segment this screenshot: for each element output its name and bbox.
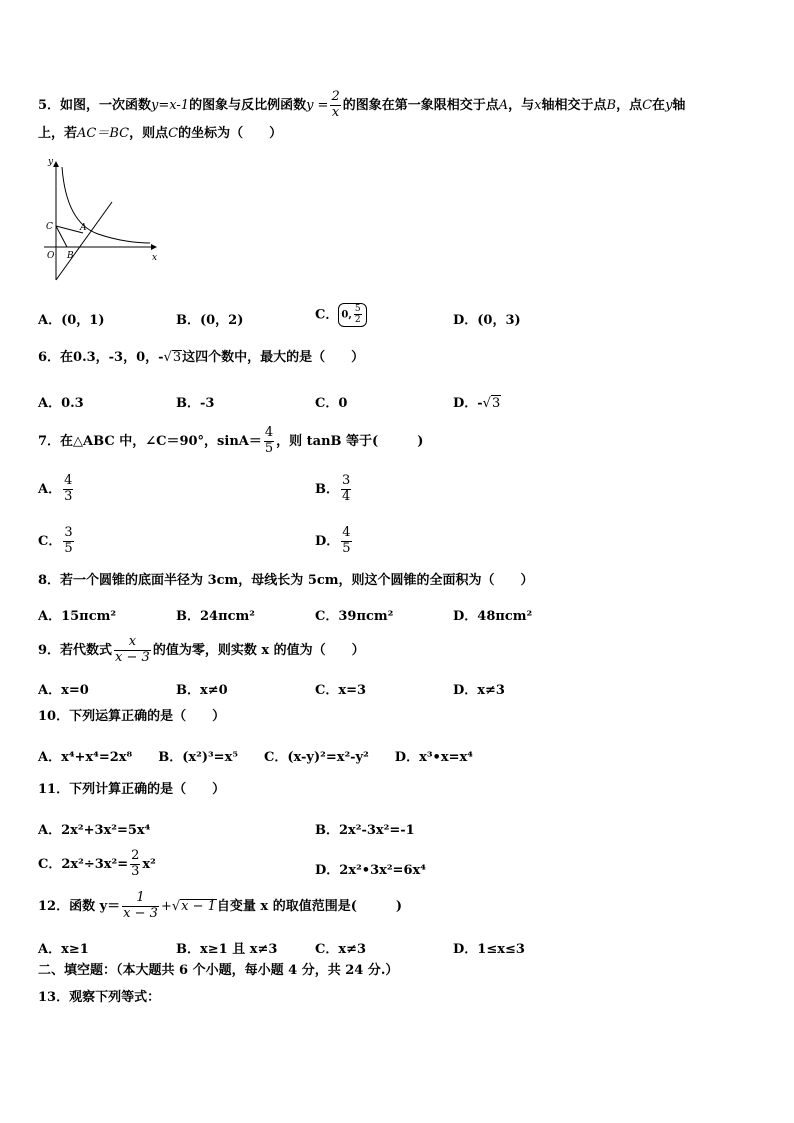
q13-stem: 13．观察下列等式： — [38, 990, 161, 1005]
q9-option-d[interactable]: D．x≠3 — [453, 683, 505, 698]
q12-option-a[interactable]: A．x≥1 — [38, 942, 89, 957]
q12-option-d[interactable]: D．1≤x≤3 — [453, 942, 525, 957]
graph-label-O: O — [47, 251, 55, 261]
q6-option-a[interactable]: A．0.3 — [38, 396, 84, 411]
q5-stem-line1: 5．如图，一次函数y=x-1的图象与反比例函数y = $\frac{2}{x}$ 的图象在第一象限相交于点A，与x轴相交于点B，点C在y轴 — [38, 89, 686, 120]
q7-option-c[interactable]: C． $\frac{3}{5}$ — [38, 525, 73, 556]
q8-option-a[interactable]: A．15πcm² — [38, 609, 117, 624]
graph-label-x: x — [152, 253, 158, 263]
q8-option-c[interactable]: C．39πcm² — [315, 609, 394, 624]
q12-stem: 12．函数 y＝ $\frac{1}{x - 3}$ +√x − 1自变量 x 的取值范围是( ) — [38, 890, 403, 921]
q6-option-b[interactable]: B．-3 — [176, 396, 215, 411]
q11-option-b[interactable]: B．2x²-3x²=-1 — [315, 823, 415, 838]
section-2-heading: 二、填空题：（本大题共 6 个小题，每小题 4 分，共 24 分.） — [38, 963, 399, 978]
q10-stem: 10．下列运算正确的是（ ） — [38, 709, 226, 724]
graph-label-B: B — [67, 251, 74, 261]
q12-option-b[interactable]: B．x≥1 且 x≠3 — [176, 942, 278, 957]
q9-stem: 9．若代数式 $\frac{x}{x - 3}$ 的值为零，则实数 x 的值为（ ） — [38, 634, 365, 665]
q9-option-c[interactable]: C．x=3 — [315, 683, 367, 698]
segment-CA — [56, 226, 83, 233]
q7-option-d[interactable]: D． $\frac{4}{5}$ — [315, 525, 351, 556]
q5-option-b[interactable]: B．(0，2) — [176, 313, 244, 328]
q7-option-a[interactable]: A． $\frac{4}{3}$ — [38, 473, 73, 504]
q5-stem-line2: 上，若AC＝BC，则点C的坐标为（ ） — [38, 126, 283, 141]
q11-option-d[interactable]: D．2x²•3x²=6x⁴ — [315, 863, 426, 878]
graph-label-A: A — [80, 223, 87, 233]
q5-fraction: $\frac{2}{x}$ — [331, 89, 340, 120]
q9-option-b[interactable]: B．x≠0 — [176, 683, 228, 698]
q11-option-a[interactable]: A．2x²+3x²=5x⁴ — [38, 823, 151, 838]
q8-option-d[interactable]: D．48πcm² — [453, 609, 533, 624]
q6-stem: 6．在0.3，-3，0，-√3这四个数中，最大的是（ ） — [38, 350, 365, 365]
q12-option-c[interactable]: C．x≠3 — [315, 942, 367, 957]
q6-option-d[interactable]: D．-√3 — [453, 396, 501, 411]
q6-option-c[interactable]: C．0 — [315, 396, 348, 411]
q5-option-d[interactable]: D．(0，3) — [453, 313, 521, 328]
graph-label-C: C — [46, 222, 53, 232]
q8-option-b[interactable]: B．24πcm² — [176, 609, 255, 624]
segment-CB — [56, 226, 67, 247]
q10-options[interactable]: A．x⁴+x⁴=2x⁸ B．(x²)³=x⁵ C．(x-y)²=x²-y² D．x³•x=x⁴ — [38, 750, 473, 765]
q9-option-a[interactable]: A．x=0 — [38, 683, 89, 698]
q11-option-c[interactable]: C．2x²÷3x²= $\frac{2}{3}$ x² — [38, 848, 156, 879]
q5-option-a[interactable]: A．(0，1) — [38, 313, 105, 328]
q7-option-b[interactable]: B． $\frac{3}{4}$ — [315, 473, 351, 504]
q5-option-c[interactable]: C． 0, $\frac{5}{2}$ — [315, 303, 367, 327]
hyperbola-curve — [62, 167, 150, 243]
q7-stem: 7．在△ABC 中，∠C＝90°，sinA＝ $\frac{4}{5}$ ，则 tanB 等于( ) — [38, 425, 424, 456]
q8-stem: 8．若一个圆锥的底面半径为 3cm，母线长为 5cm，则这个圆锥的全面积为（ ） — [38, 573, 534, 588]
q5-graph — [38, 152, 168, 282]
q11-stem: 11．下列计算正确的是（ ） — [38, 782, 226, 797]
graph-label-y: y — [48, 157, 54, 167]
